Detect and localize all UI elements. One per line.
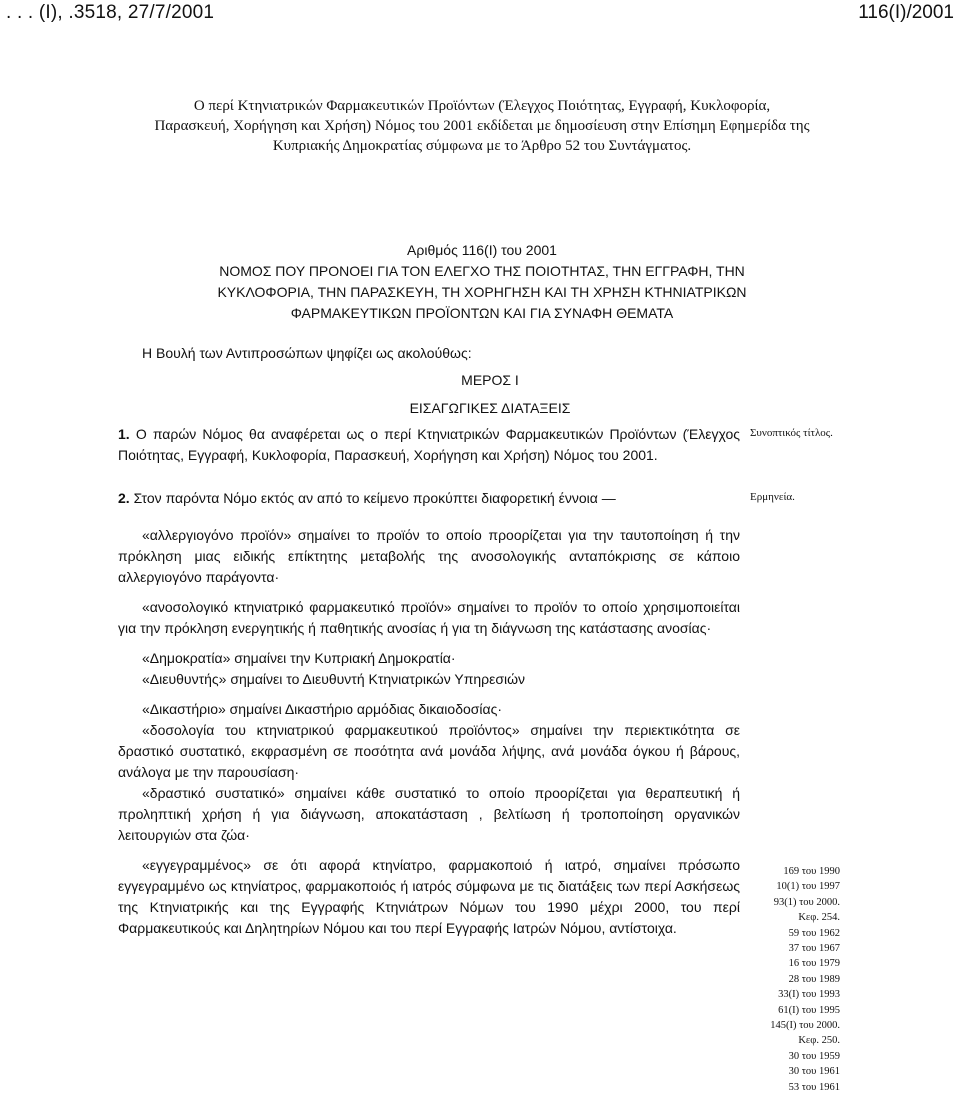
legislation-ref: 37 του 1967	[788, 943, 840, 955]
definition: «δραστικό συστατικό» σημαίνει κάθε συστατικό το οποίο προορίζεται για θεραπευτική ή προληπτική χρήση ή για διάγνωση, αποκατάσταση , βελτίωση ή τροποποίηση οργανικών λειτουργιών στα ζώα·	[118, 785, 740, 843]
preamble	[118, 96, 846, 156]
legislation-ref: 53 του 1961	[788, 1081, 840, 1093]
law-title-line: ΚΥΚΛΟΦΟΡΙΑ, ΤΗΝ ΠΑΡΑΣΚΕΥΗ, ΤΗ ΧΟΡΗΓΗΣΗ ΚΑΙ ΤΗ ΧΡΗΣΗ ΚΤΗΝΙΑΤΡΙΚΩΝ	[217, 284, 747, 300]
definition: «Δικαστήριο» σημαίνει Δικαστήριο αρμόδιας δικαιοδοσίας·	[142, 701, 503, 717]
section-text: Ο παρών Νόμος θα αναφέρεται ως ο περί Κτηνιατρικών Φαρμακευτικών Προϊόντων (Έλεγχος Ποιότητας, Εγγραφή, Κυκλοφορία, Παρασκευή, Χορήγηση και Χρήση) Νόμος του 2001.	[118, 426, 740, 463]
definitions-list	[118, 525, 740, 939]
legislation-ref: 16 του 1979	[788, 958, 840, 970]
legislation-ref: 30 του 1961	[788, 1066, 840, 1078]
legislation-ref: 10(1) του 1997	[776, 881, 840, 893]
legislation-ref: 61(Ι) του 1995	[778, 1004, 840, 1016]
definition: «εγγεγραμμένος» σε ότι αφορά κτηνίατρο, φαρμακοποιό ή ιατρό, σημαίνει πρόσωπο εγγεγραμμένο ως κτηνίατρος, φαρμακοποιός ή ιατρός σύμφωνα με τις διατάξεις των περί Ασκήσεως της Κτηνιατρικής και της Εγγραφής Κτηνιάτρων Νόμων του 1990 μέχρι 2000, του περί Φαρμακευτικούς και Δηλητηρίων Νόμου και του περί Εγγραφής Ιατρών Νόμου, αντίστοιχα.	[118, 857, 740, 936]
enacting-formula: Η Βουλή των Αντιπροσώπων ψηφίζει ως ακολούθως:	[142, 345, 472, 361]
section-number: 1.	[118, 426, 130, 442]
law-number: 116(Ι)/2001	[858, 2, 954, 23]
legislation-ref: 59 του 1962	[788, 927, 840, 939]
law-title	[118, 240, 846, 324]
legislation-ref: 169 του 1990	[783, 866, 840, 877]
margin-note-interpretation: Ερμηνεία.	[750, 491, 795, 503]
section-number: 2.	[118, 490, 130, 506]
law-title-line: ΦΑΡΜΑΚΕΥΤΙΚΩΝ ΠΡΟΪΟΝΤΩΝ ΚΑΙ ΓΙΑ ΣΥΝΑΦΗ ΘΕΜΑΤΑ	[290, 305, 674, 321]
definition: «δοσολογία του κτηνιατρικού φαρμακευτικού προϊόντος» σημαίνει την περιεκτικότητα σε δραστικό συστατικό, εκφρασμένη σε ποσότητα ανά μονάδα λήψης, ανά μονάδα όγκου ή βάρους, ανάλογα με την παρουσίαση·	[118, 722, 740, 780]
definition: «Δημοκρατία» σημαίνει την Κυπριακή Δημοκρατία·	[142, 650, 456, 666]
preamble-line: Παρασκευή, Χορήγηση και Χρήση) Νόμος του 2001 εκδίδεται με δημοσίευση στην Επίσημη Εφημερίδα της	[154, 118, 810, 134]
legislation-references	[770, 864, 840, 1095]
margin-note-short-title: Συνοπτικός τίτλος.	[750, 427, 833, 439]
law-number-line: Αριθμός 116(Ι) του 2001	[407, 242, 557, 258]
gazette-reference: . . . (Ι), .3518, 27/7/2001	[6, 2, 215, 23]
preamble-line: Κυπριακής Δημοκρατίας σύμφωνα με το Άρθρο 52 του Συντάγματος.	[272, 138, 692, 154]
definition: «αλλεργιογόνο προϊόν» σημαίνει το προϊόν το οποίο προορίζεται για την ταυτοποίηση ή την πρόκληση μιας ειδικής επίκτητης μεταβολής της ανοσολογικής ανταπόκρισης σε κάποιο αλλεργιογόνο παράγοντα·	[118, 527, 740, 585]
definition: «Διευθυντής» σημαίνει το Διευθυντή Κτηνιατρικών Υπηρεσιών	[142, 671, 526, 687]
part-title: ΕΙΣΑΓΩΓΙΚΕΣ ΔΙΑΤΑΞΕΙΣ	[409, 400, 571, 416]
page-header	[0, 0, 960, 30]
section-text: Στον παρόντα Νόμο εκτός αν από το κείμενο προκύπτει διαφορετική έννοια —	[129, 490, 616, 506]
law-title-line: ΝΟΜΟΣ ΠΟΥ ΠΡΟΝΟΕΙ ΓΙΑ ΤΟΝ ΕΛΕΓΧΟ ΤΗΣ ΠΟΙΟΤΗΤΑΣ, ΤΗΝ ΕΓΓΡΑΦΗ, ΤΗΝ	[219, 263, 745, 279]
legislation-ref: 30 του 1959	[788, 1050, 840, 1062]
legislation-ref: 145(Ι) του 2000.	[770, 1020, 840, 1032]
part-heading: ΜΕΡΟΣ Ι	[461, 372, 519, 388]
definition: «ανοσολογικό κτηνιατρικό φαρμακευτικό προϊόν» σημαίνει το προϊόν το οποίο χρησιμοποιείται για την πρόκληση ενεργητικής ή παθητικής ανοσίας ή για τη διάγνωση της κατάστασης ανοσίας·	[118, 599, 740, 636]
legislation-ref: 93(1) του 2000.	[773, 896, 840, 908]
legislation-ref: 33(Ι) του 1993	[778, 989, 840, 1001]
section-1	[118, 424, 740, 466]
section-2	[118, 488, 740, 509]
legislation-ref: Κεφ. 254.	[798, 912, 840, 924]
legislation-ref: Κεφ. 250.	[798, 1035, 840, 1047]
legislation-ref: 28 του 1989	[788, 973, 840, 985]
preamble-line: Ο περί Κτηνιατρικών Φαρμακευτικών Προϊόντων (Έλεγχος Ποιότητας, Εγγραφή, Κυκλοφορία,	[193, 98, 771, 114]
